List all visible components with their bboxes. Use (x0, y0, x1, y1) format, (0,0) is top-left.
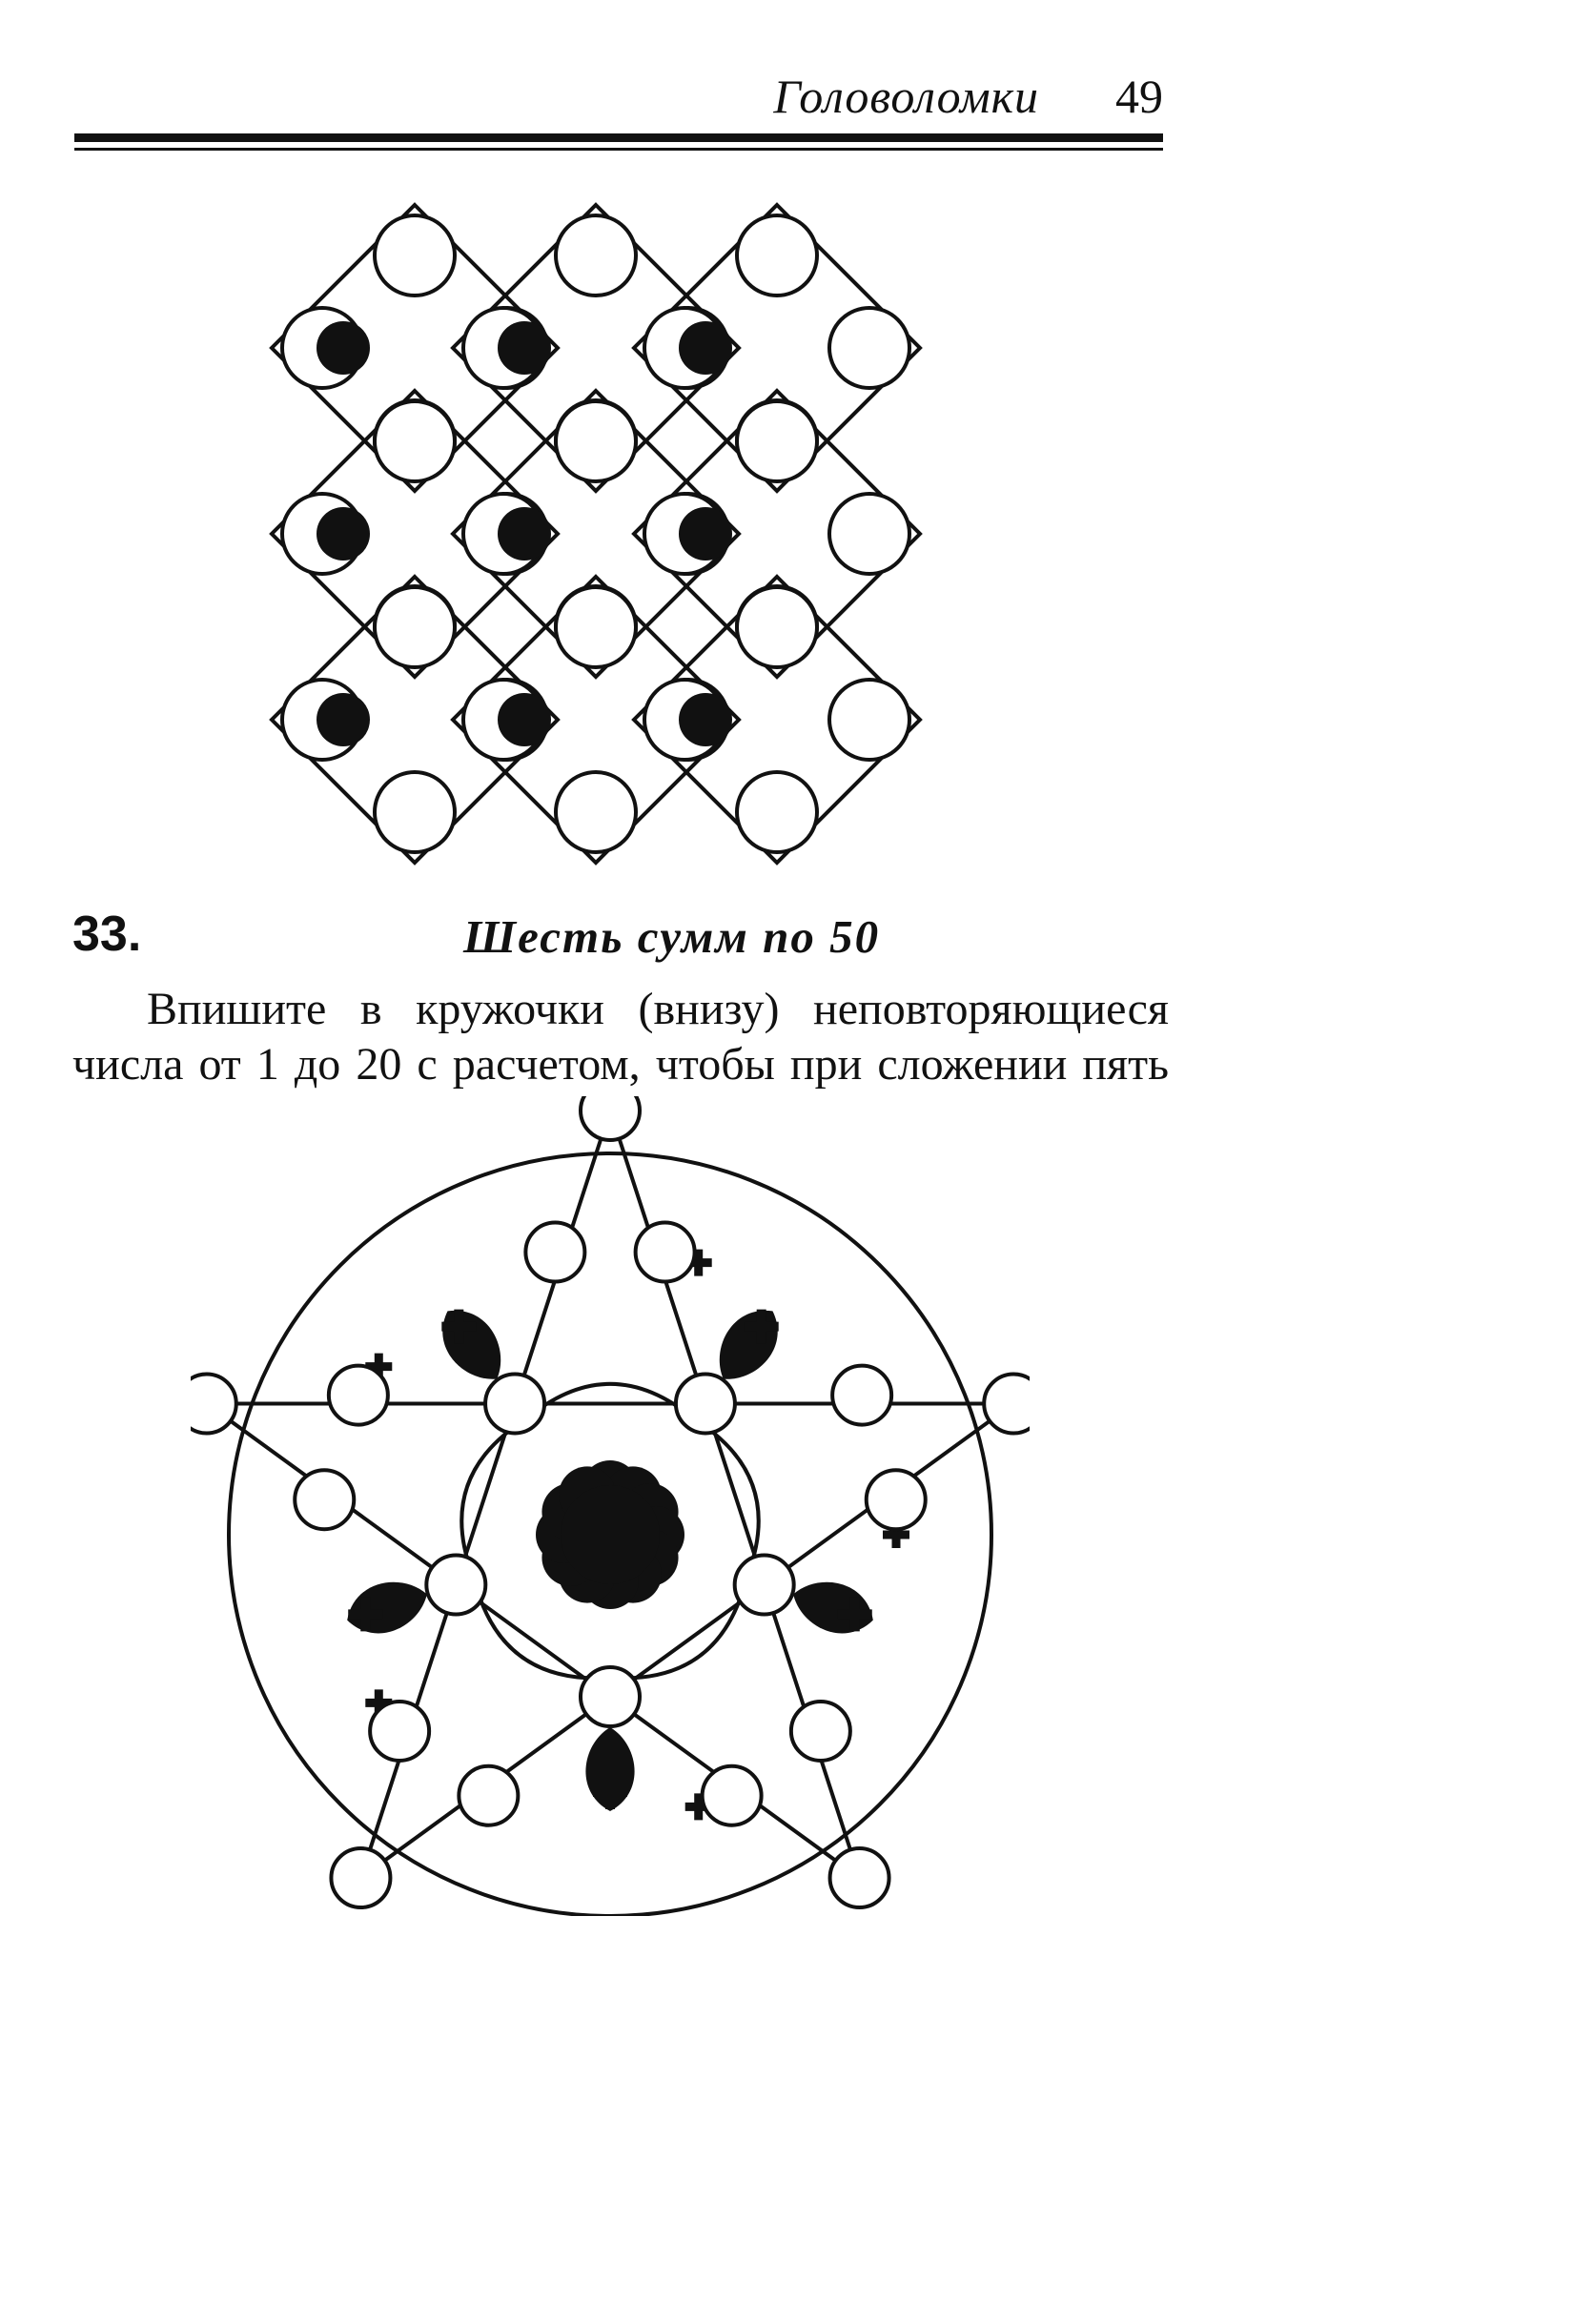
empty-circle (370, 1702, 429, 1761)
empty-circle (556, 772, 636, 852)
filled-circle (498, 321, 551, 375)
empty-circle (636, 1223, 695, 1282)
vine-motif (694, 1419, 759, 1580)
empty-circle (426, 1556, 485, 1615)
empty-circle (867, 1470, 926, 1529)
filled-circle (317, 321, 370, 375)
empty-circle (375, 772, 455, 852)
filled-circle (317, 507, 370, 561)
empty-circle (459, 1766, 518, 1825)
empty-circle (295, 1470, 354, 1529)
filled-circle (679, 321, 732, 375)
header-rule-thick (74, 133, 1163, 142)
empty-circle (676, 1374, 735, 1433)
empty-circle (375, 215, 455, 296)
empty-circle (556, 215, 636, 296)
empty-circle (329, 1366, 388, 1425)
empty-circle (829, 680, 909, 760)
vine-motif (526, 1384, 694, 1419)
empty-circle (556, 587, 636, 667)
running-head (725, 59, 1163, 126)
empty-circle (581, 1667, 640, 1726)
empty-circle (703, 1766, 762, 1825)
empty-circle (581, 1096, 640, 1140)
diamond-grid-figure (257, 200, 934, 896)
empty-circle (525, 1223, 584, 1282)
empty-circle (791, 1702, 850, 1761)
leaf-motif (786, 1571, 881, 1643)
empty-circle (832, 1366, 891, 1425)
running-head-title: Головоломки (773, 70, 1039, 123)
problem-number: 33. (72, 907, 142, 962)
star-wreath-svg (191, 1096, 1030, 1916)
empty-circle (735, 1556, 794, 1615)
rosette-core (561, 1485, 660, 1584)
empty-circle (737, 215, 817, 296)
vine-motif (461, 1419, 526, 1580)
problem-text (72, 982, 1169, 1092)
empty-circle (829, 308, 909, 388)
leaf-motif (339, 1571, 435, 1643)
header-rule-thin (74, 148, 1163, 151)
empty-circle (485, 1374, 544, 1433)
center-rosette (536, 1460, 684, 1609)
filled-circle (498, 507, 551, 561)
empty-circle (737, 587, 817, 667)
page-number: 49 (1115, 70, 1163, 123)
star-wreath-figure (191, 1096, 1030, 1916)
problem-title: Шесть сумм по 50 (463, 910, 881, 963)
filled-circle (679, 693, 732, 746)
filled-circle (317, 693, 370, 746)
empty-circle (556, 401, 636, 481)
diamond-grid-svg (257, 200, 934, 896)
empty-circle (375, 587, 455, 667)
empty-circle (984, 1374, 1030, 1433)
empty-circle (830, 1848, 889, 1907)
empty-circle (375, 401, 455, 481)
filled-circle (679, 507, 732, 561)
empty-circle (737, 772, 817, 852)
empty-circle (737, 401, 817, 481)
problem-paragraph: Впишите в кружочки (внизу) неповторяющиеся числа от 1 до 20 с расчетом, чтобы при сложении пять (72, 984, 1169, 1090)
filled-circle (498, 693, 551, 746)
empty-circle (191, 1374, 236, 1433)
empty-circle (331, 1848, 390, 1907)
empty-circle (829, 494, 909, 574)
